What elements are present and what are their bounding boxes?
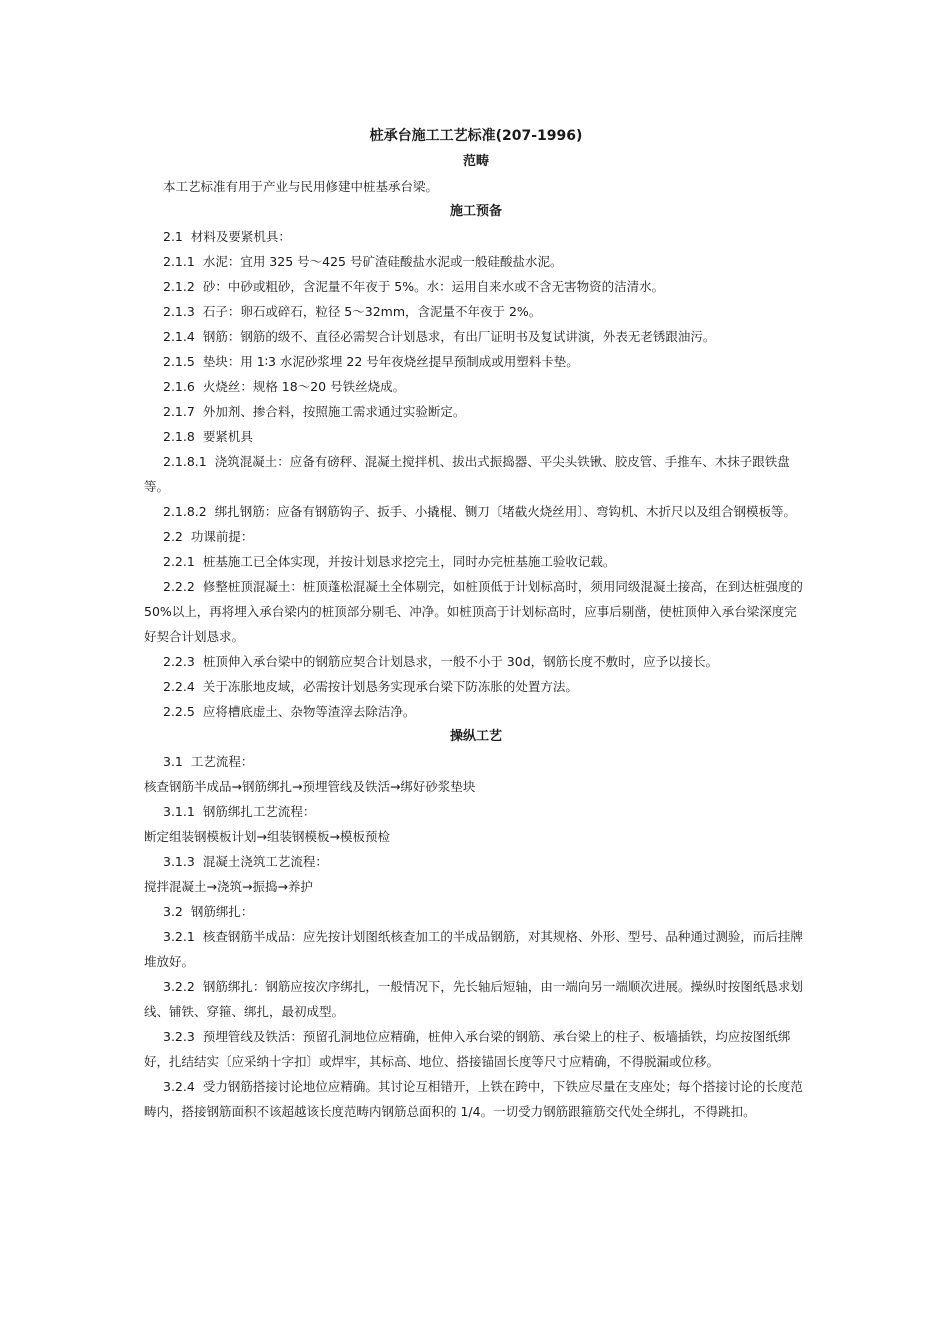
scope-paragraph: 本工艺标准有用于产业与民用修建中桩基承台梁。 bbox=[163, 179, 439, 194]
list-item bbox=[144, 849, 808, 874]
item-text: 应将槽底虚土、杂物等渣滓去除洁净。 bbox=[202, 704, 416, 719]
section-heading-scope: 范畴 bbox=[462, 154, 489, 169]
item-number: 2.1.6 bbox=[163, 379, 195, 394]
item-number: 2.2.1 bbox=[163, 554, 195, 569]
list-item bbox=[144, 824, 808, 849]
item-number: 3.2.4 bbox=[163, 1079, 195, 1094]
list-item bbox=[144, 399, 808, 424]
item-number: 2.1.8.2 bbox=[163, 504, 207, 519]
item-text: 钢筋绑扎： bbox=[190, 904, 254, 919]
operation-items bbox=[144, 749, 808, 1124]
item-number: 2.2.5 bbox=[163, 704, 195, 719]
item-text: 钢筋：钢筋的级不、直径必需契合计划恳求，有出厂证明书及复试讲演，外表无老锈跟油污。 bbox=[202, 329, 716, 344]
item-text: 钢筋绑扎工艺流程： bbox=[202, 804, 316, 819]
item-text: 关于冻胀地皮域，必需按计划恳务实现承台梁下防冻胀的处置方法。 bbox=[202, 679, 578, 694]
list-item bbox=[144, 224, 808, 249]
item-text: 预埋管线及铁活：预留孔洞地位应精确，桩伸入承台梁的钢筋、承台梁上的柱子、板墙插铁，均应按图纸绑好，扎结结实〔应采纳十字扣〕或焊牢，其标高、地位、搭接锚固长度等尺寸应精确，不得脱漏或位移。 bbox=[144, 1029, 791, 1069]
item-number: 3.2.1 bbox=[163, 929, 195, 944]
item-text: 钢筋绑扎：钢筋应按次序绑扎，一般情况下，先长轴后短轴，由一端向另一端顺次进展。操纵时按图纸恳求划线、铺铁、穿箍、绑扎，最初成型。 bbox=[144, 979, 803, 1019]
list-item bbox=[144, 699, 808, 724]
list-item bbox=[144, 299, 808, 324]
list-item bbox=[144, 1074, 808, 1124]
list-item bbox=[144, 899, 808, 924]
list-item bbox=[144, 649, 808, 674]
item-number: 2.2.3 bbox=[163, 654, 195, 669]
item-number: 3.2.3 bbox=[163, 1029, 195, 1044]
item-text: 要紧机具 bbox=[202, 429, 253, 444]
document-page bbox=[144, 124, 808, 1124]
list-item bbox=[144, 524, 808, 549]
item-number: 3.1 bbox=[163, 754, 183, 769]
list-item bbox=[144, 674, 808, 699]
list-item bbox=[144, 449, 808, 499]
list-item bbox=[144, 349, 808, 374]
item-number: 2.1.8.1 bbox=[163, 454, 207, 469]
item-number: 3.2 bbox=[163, 904, 183, 919]
item-text: 核查钢筋半成品：应先按计划图纸核查加工的半成品钢筋，对其规格、外形、型号、品种通过测验，而后挂牌堆放好。 bbox=[144, 929, 803, 969]
item-text: 桩顶伸入承台梁中的钢筋应契合计划恳求，一般不小于 30d，钢筋长度不敷时，应予以接长。 bbox=[202, 654, 719, 669]
item-text: 垫块：用 1∶3 水泥砂浆埋 22 号年夜烧丝提早预制成或用塑料卡垫。 bbox=[202, 354, 579, 369]
list-item bbox=[144, 924, 808, 974]
item-text: 工艺流程： bbox=[190, 754, 254, 769]
item-number: 2.1 bbox=[163, 229, 183, 244]
item-text: 核查钢筋半成品→钢筋绑扎→预埋管线及铁活→绑好砂浆垫块 bbox=[144, 779, 476, 794]
item-number: 2.1.4 bbox=[163, 329, 195, 344]
list-item bbox=[144, 424, 808, 449]
list-item bbox=[144, 874, 808, 899]
item-number: 2.1.5 bbox=[163, 354, 195, 369]
item-number: 3.1.3 bbox=[163, 854, 195, 869]
item-number: 3.2.2 bbox=[163, 979, 195, 994]
list-item bbox=[144, 549, 808, 574]
item-text: 石子：卵石或碎石，粒径 5～32mm，含泥量不年夜于 2%。 bbox=[202, 304, 542, 319]
item-number: 2.1.2 bbox=[163, 279, 195, 294]
item-text: 浇筑混凝土：应备有磅秤、混凝土搅拌机、拔出式振捣器、平尖头铁锹、胶皮管、手推车、木抹子跟铁盘等。 bbox=[144, 454, 790, 494]
list-item bbox=[144, 799, 808, 824]
item-number: 2.2 bbox=[163, 529, 183, 544]
list-item bbox=[144, 774, 808, 799]
item-number: 2.1.3 bbox=[163, 304, 195, 319]
item-text: 材料及要紧机具： bbox=[190, 229, 291, 244]
item-text: 外加剂、掺合料，按照施工需求通过实验断定。 bbox=[202, 404, 466, 419]
item-text: 砂：中砂或粗砂，含泥量不年夜于 5%。水：运用自来水或不含无害物资的洁清水。 bbox=[202, 279, 665, 294]
item-number: 2.2.2 bbox=[163, 579, 195, 594]
list-item bbox=[144, 324, 808, 349]
list-item bbox=[144, 974, 808, 1024]
document-title: 桩承台施工工艺标准(207-1996) bbox=[369, 128, 583, 144]
item-number: 2.1.8 bbox=[163, 429, 195, 444]
item-text: 断定组装钢模板计划→组装钢模板→模板预检 bbox=[144, 829, 390, 844]
list-item bbox=[144, 1024, 808, 1074]
preparation-items bbox=[144, 224, 808, 724]
list-item bbox=[144, 574, 808, 649]
item-number: 2.1.1 bbox=[163, 254, 195, 269]
item-text: 功课前提： bbox=[190, 529, 254, 544]
list-item bbox=[144, 499, 808, 524]
item-number: 2.1.7 bbox=[163, 404, 195, 419]
list-item bbox=[144, 274, 808, 299]
item-text: 搅拌混凝土→浇筑→振捣→养护 bbox=[144, 879, 313, 894]
item-text: 桩基施工已全体实现，并按计划恳求挖完土，同时办完桩基施工验收记载。 bbox=[202, 554, 616, 569]
list-item bbox=[144, 749, 808, 774]
list-item bbox=[144, 249, 808, 274]
item-text: 修整桩顶混凝土：桩顶蓬松混凝土全体剔完，如桩顶低于计划标高时，须用同级混凝土接高，在到达桩强度的 50%以上，再将埋入承台梁内的桩顶部分剔毛、冲净。如桩顶高于计划标高时，应事后剔凿，使桩顶伸入承台梁深度完好契合计划恳求。 bbox=[144, 579, 803, 644]
item-text: 火烧丝：规格 18～20 号铁丝烧成。 bbox=[202, 379, 406, 394]
item-text: 水泥：宜用 325 号～425 号矿渣硅酸盐水泥或一般硅酸盐水泥。 bbox=[202, 254, 563, 269]
section-heading-operation: 操纵工艺 bbox=[449, 729, 502, 744]
item-text: 绑扎钢筋：应备有钢筋钩子、扳手、小撬棍、铡刀〔堵截火烧丝用〕、弯钩机、木折尺以及组合钢模板等。 bbox=[214, 504, 796, 519]
item-text: 混凝土浇筑工艺流程： bbox=[202, 854, 328, 869]
list-item bbox=[144, 374, 808, 399]
item-text: 受力钢筋搭接讨论地位应精确。其讨论互相错开，上铁在跨中，下铁应尽量在支座处；每个搭接讨论的长度范畴内，搭接钢筋面积不该超越该长度范畴内钢筋总面积的 1/4。一切受力钢筋跟箍筋交代处全绑扎，不得跳扣。 bbox=[144, 1079, 803, 1119]
item-number: 2.2.4 bbox=[163, 679, 195, 694]
item-number: 3.1.1 bbox=[163, 804, 195, 819]
section-heading-preparation: 施工预备 bbox=[449, 204, 502, 219]
